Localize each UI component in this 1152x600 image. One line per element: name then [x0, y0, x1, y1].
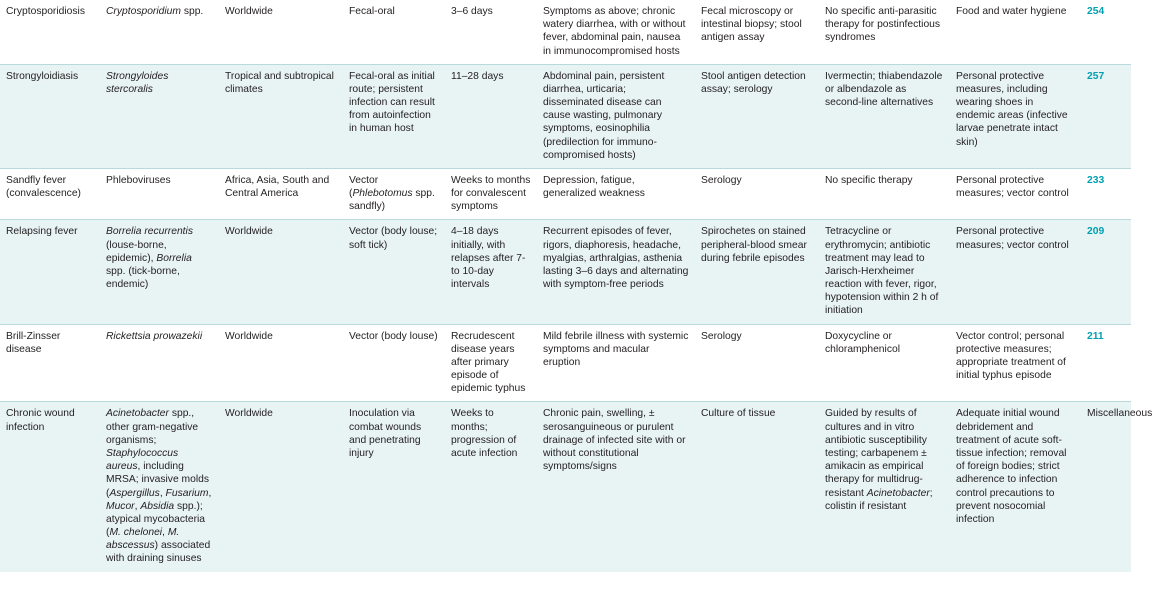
- table-row: [0, 220, 1131, 324]
- table-row: [0, 324, 1131, 402]
- cell-diagnosis: Spirochetes on stained peripheral-blood smear during febrile episodes: [695, 220, 819, 324]
- cell-disease: Cryptosporidiosis: [0, 0, 100, 64]
- cell-page-reference[interactable]: [1081, 220, 1131, 324]
- cell-incubation: 3–6 days: [445, 0, 537, 64]
- cell-transmission: Inoculation via combat wounds and penetrating injury: [343, 402, 445, 572]
- cell-clinical-features: Depression, fatigue, generalized weakness: [537, 168, 695, 220]
- table-row: [0, 64, 1131, 168]
- cell-diagnosis: Stool antigen detection assay; serology: [695, 64, 819, 168]
- cell-incubation: Weeks to months; progression of acute infection: [445, 402, 537, 572]
- page-link[interactable]: 233: [1087, 174, 1105, 186]
- cell-organism: Strongyloides stercoralis: [100, 64, 219, 168]
- cell-geography: Worldwide: [219, 0, 343, 64]
- cell-organism: Borrelia recurrentis (louse-borne, epidemic), Borrelia spp. (tick-borne, endemic): [100, 220, 219, 324]
- cell-treatment: Doxycycline or chloramphenicol: [819, 324, 950, 402]
- cell-prevention: Personal protective measures; vector control: [950, 220, 1081, 324]
- cell-treatment: Tetracycline or erythromycin; antibiotic treatment may lead to Jarisch-Herxheimer reaction with fever, rigor, hypotension within 2 h of initiation: [819, 220, 950, 324]
- table-row: [0, 168, 1131, 220]
- cell-prevention: Vector control; personal protective measures; appropriate treatment of initial typhus episode: [950, 324, 1081, 402]
- cell-page-reference[interactable]: [1081, 324, 1131, 402]
- cell-disease: Relapsing fever: [0, 220, 100, 324]
- cell-geography: Tropical and subtropical climates: [219, 64, 343, 168]
- cell-organism: Acinetobacter spp., other gram-negative organisms; Staphylococcus aureus, including MRSA; invasive molds (Aspergillus, Fusarium, Mucor, Absidia spp.); atypical mycobacteria (M. chelonei, M. abscessus) associated with draining sinuses: [100, 402, 219, 572]
- cell-clinical-features: Mild febrile illness with systemic symptoms and macular eruption: [537, 324, 695, 402]
- cell-treatment: No specific therapy: [819, 168, 950, 220]
- page-link[interactable]: 211: [1087, 330, 1104, 342]
- cell-treatment: No specific anti-parasitic therapy for postinfectious syndromes: [819, 0, 950, 64]
- cell-transmission: Vector (body louse): [343, 324, 445, 402]
- cell-incubation: Weeks to months for convalescent symptoms: [445, 168, 537, 220]
- cell-clinical-features: Chronic pain, swelling, ± serosanguineous or purulent drainage of infected site with or without constitutional symptoms/signs: [537, 402, 695, 572]
- cell-incubation: 11–28 days: [445, 64, 537, 168]
- cell-page-reference[interactable]: [1081, 64, 1131, 168]
- cell-organism: Cryptosporidium spp.: [100, 0, 219, 64]
- cell-diagnosis: Serology: [695, 324, 819, 402]
- table-row: [0, 402, 1131, 572]
- cell-disease: Sandfly fever (convalescence): [0, 168, 100, 220]
- cell-incubation: 4–18 days initially, with relapses after 7- to 10-day intervals: [445, 220, 537, 324]
- cell-transmission: Vector (body louse; soft tick): [343, 220, 445, 324]
- cell-prevention: Personal protective measures; vector control: [950, 168, 1081, 220]
- cell-page-reference[interactable]: [1081, 0, 1131, 64]
- cell-organism: Rickettsia prowazekii: [100, 324, 219, 402]
- cell-geography: Africa, Asia, South and Central America: [219, 168, 343, 220]
- cell-disease: Brill-Zinsser disease: [0, 324, 100, 402]
- cell-page-reference[interactable]: [1081, 168, 1131, 220]
- cell-transmission: Vector (Phlebotomus spp. sandfly): [343, 168, 445, 220]
- cell-prevention: Food and water hygiene: [950, 0, 1081, 64]
- cell-treatment: Ivermectin; thiabendazole or albendazole as second-line alternatives: [819, 64, 950, 168]
- cell-incubation: Recrudescent disease years after primary episode of epidemic typhus: [445, 324, 537, 402]
- cell-disease: Chronic wound infection: [0, 402, 100, 572]
- page-link[interactable]: 209: [1087, 226, 1105, 238]
- page-link[interactable]: 254: [1087, 6, 1105, 17]
- cell-diagnosis: Culture of tissue: [695, 402, 819, 572]
- page-link[interactable]: 257: [1087, 70, 1105, 82]
- cell-page-reference: [1081, 402, 1152, 572]
- cell-transmission: Fecal-oral: [343, 0, 445, 64]
- category-label: Miscellaneous: [1087, 408, 1152, 420]
- cell-geography: Worldwide: [219, 220, 343, 324]
- cell-diagnosis: Fecal microscopy or intestinal biopsy; stool antigen assay: [695, 0, 819, 64]
- table-row: [0, 0, 1131, 64]
- cell-geography: Worldwide: [219, 402, 343, 572]
- cell-diagnosis: Serology: [695, 168, 819, 220]
- cell-organism: Phleboviruses: [100, 168, 219, 220]
- cell-clinical-features: Abdominal pain, persistent diarrhea, urticaria; disseminated disease can cause wasting, pulmonary symptoms, eosinophilia (predilection for immuno-compromised hosts): [537, 64, 695, 168]
- cell-clinical-features: Recurrent episodes of fever, rigors, diaphoresis, headache, myalgias, arthralgias, asthenia lasting 3–6 days and alternating with symptom-free periods: [537, 220, 695, 324]
- cell-transmission: Fecal-oral as initial route; persistent infection can result from autoinfection in human host: [343, 64, 445, 168]
- cell-treatment: Guided by results of cultures and in vitro antibiotic susceptibility testing; carbapenem ± amikacin as empirical therapy for multidrug-resistant Acinetobacter; colistin if resistant: [819, 402, 950, 572]
- cell-clinical-features: Symptoms as above; chronic watery diarrhea, with or without fever, abdominal pain, nausea in immunocompromised hosts: [537, 0, 695, 64]
- cell-prevention: Adequate initial wound debridement and treatment of acute soft-tissue infection; removal of foreign bodies; strict adherence to infection control precautions to prevent nosocomial infection: [950, 402, 1081, 572]
- cell-geography: Worldwide: [219, 324, 343, 402]
- cell-prevention: Personal protective measures, including wearing shoes in endemic areas (infective larvae penetrate intact skin): [950, 64, 1081, 168]
- cell-disease: Strongyloidiasis: [0, 64, 100, 168]
